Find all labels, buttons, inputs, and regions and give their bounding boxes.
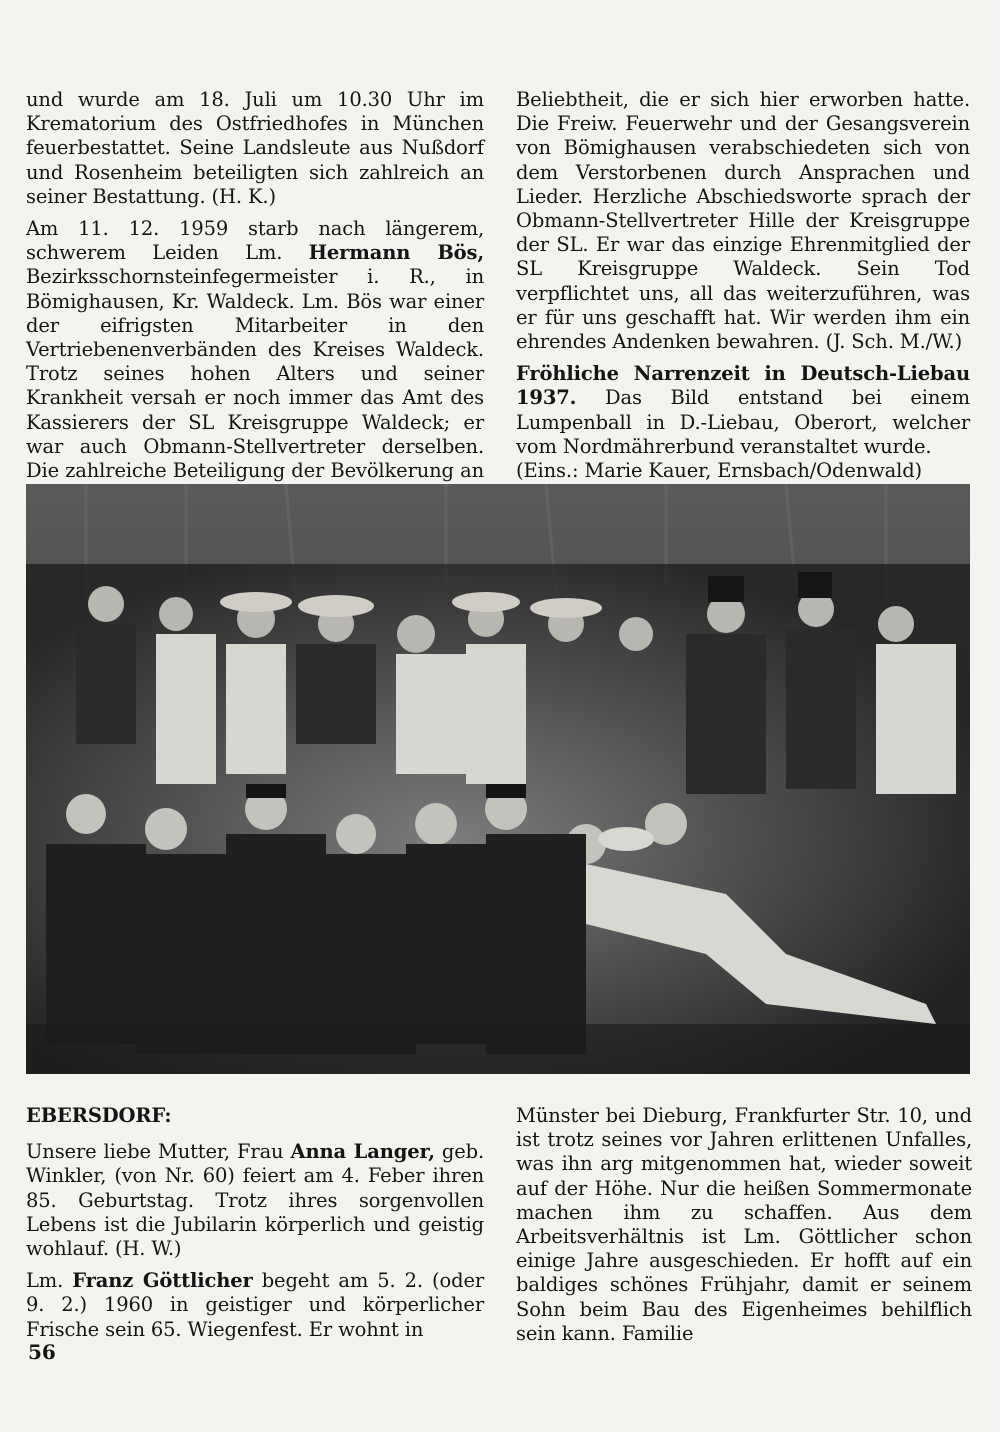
caption-text: Das Bild entstand bei einem Lumpenball in D.-Liebau, Oberort, welcher vom Nordmährerbund veranstaltet wurde. [516, 386, 970, 458]
person-name-franz-goettlicher: Franz Göttlicher [72, 1269, 253, 1293]
text-run: begeht am 5. 2. (oder 9. 2.) 1960 in geistiger und körperlicher Frische sein 65. Wiegenfest. Er wohnt in [26, 1269, 484, 1341]
paragraph-obituary-boes [26, 217, 484, 507]
text-run: Bezirksschornsteinfegermeister i. R., in Bömighausen, Kr. Waldeck. Lm. Bös war einer der eifrigsten Mitarbeiter in den Vertriebenenverbänden des Kreises Waldeck. Trotz seines hohen Alters und seiner Krankheit versah er noch immer das Amt des Kassierers der SL Kreisgruppe Waldeck; er war auch Obmann-Stellvertreter derselben. Die zahlreiche Beteiligung der Bevölkerung an [26, 265, 484, 483]
paragraph-birthday-goettlicher [26, 1269, 484, 1342]
photo-caption [516, 362, 970, 459]
text-run: geb. Winkler, (von Nr. 60) feiert am 4. Feber ihren 85. Geburtstag. Trotz ihres sorgenvollen Lebens ist die Jubilarin körperlich und geistig wohlauf. (H. W.) [26, 1140, 485, 1261]
caption-credit: (Eins.: Marie Kauer, Ernsbach/Odenwald) [516, 459, 923, 483]
article-column-top-left [26, 88, 484, 515]
section-heading-ebersdorf: EBERSDORF: [26, 1104, 172, 1127]
text-run: Lm. [26, 1269, 73, 1293]
article-column-top-right [516, 88, 970, 491]
page-number: 56 [28, 1340, 56, 1364]
paragraph-cremation: und wurde am 18. Juli um 10.30 Uhr im Krematorium des Ostfriedhofes in München feuerbestattet. Seine Landsleute aus Nußdorf und Rosenheim beteiligten sich zahlreich an seiner Bestattung. (H. K.) [26, 88, 484, 208]
paragraph-birthday-langer [26, 1140, 484, 1261]
caption-title: Fröhliche Narrenzeit in Deutsch-Liebau 1937. [516, 362, 970, 410]
photo-illustration [26, 484, 970, 1074]
text-run: Unsere liebe Mutter, Frau [26, 1140, 291, 1164]
article-column-bottom-left [26, 1104, 484, 1350]
paragraph-obituary-continued: Beliebtheit, die er sich hier erworben hatte. Die Freiw. Feuerwehr und der Gesangsverein von Bömighausen verabschiedeten sich von dem Verstorbenen durch Ansprachen und Lieder. Herzliche Abschiedsworte sprach der Obmann-Stellvertreter Hille der Kreisgruppe der SL. Er war das einzige Ehrenmitglied der SL Kreisgruppe Waldeck. Sein Tod verpflichtet uns, all das weiterzuführen, was er für uns geschafft hat. Wir werden ihm ein ehrendes Andenken bewahren. (J. Sch. M./W.) [516, 88, 970, 354]
person-name-hermann-boes: Hermann Bös, [308, 241, 484, 265]
group-photo-carnival [26, 484, 970, 1074]
paragraph-goettlicher-continued: Münster bei Dieburg, Frankfurter Str. 10, und ist trotz seines vor Jahren erlittenen Unfalles, was ihn arg mitgenommen hat, wieder soweit auf der Höhe. Nur die heißen Sommermonate machen ihm zu schaffen. Aus dem Arbeitsverhältnis ist Lm. Göttlicher schon einige Jahre ausgeschieden. Er hofft auf ein baldiges schönes Frühjahr, damit er seinem Sohn beim Bau des Eigenheimes behilflich sein kann. Familie [516, 1104, 972, 1345]
person-name-anna-langer: Anna Langer, [290, 1140, 435, 1164]
article-column-bottom-right [516, 1104, 972, 1354]
text-run: Am 11. 12. 1959 starb nach längerem, schwerem Leiden Lm. [26, 217, 484, 265]
